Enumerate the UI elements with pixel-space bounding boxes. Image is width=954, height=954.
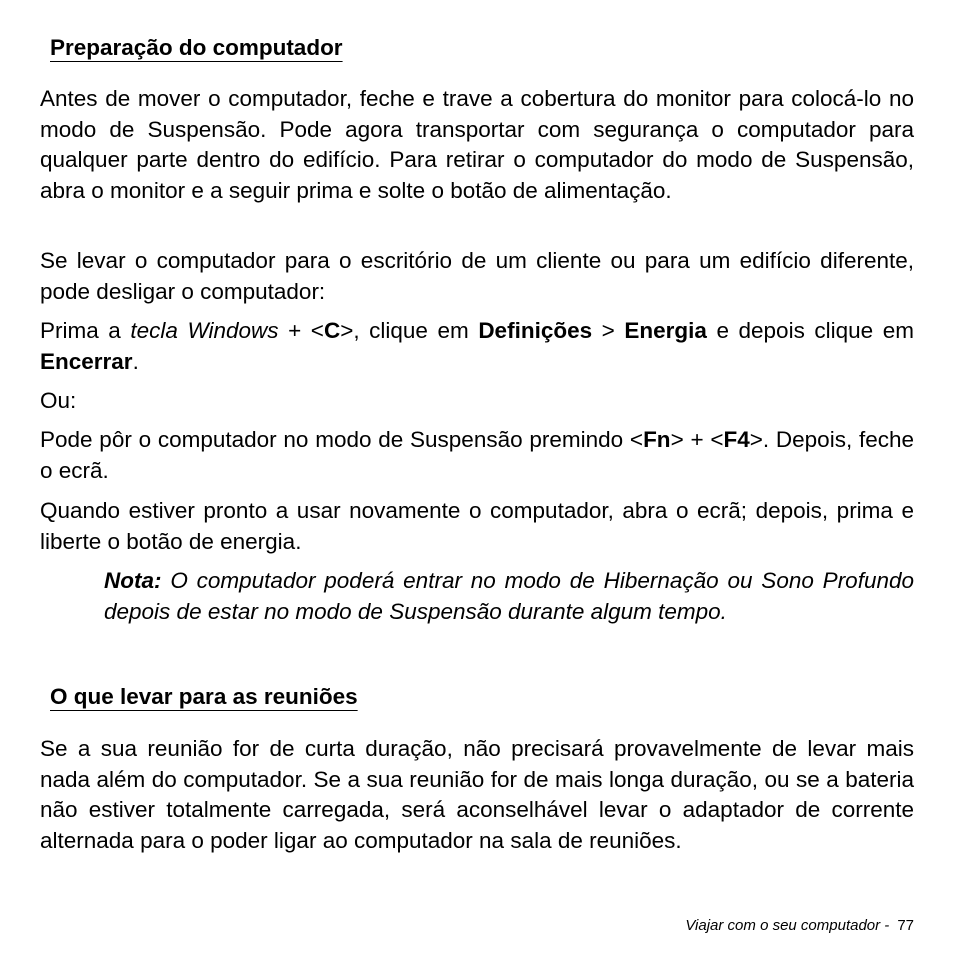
paragraph-moving-client: Se levar o computador para o escritório de um cliente ou para um edifício diferente, pode desligar o computador: (40, 248, 914, 304)
note-label: Nota: (104, 568, 162, 593)
instruction-text: > (592, 318, 625, 343)
paragraph-meetings: Se a sua reunião for de curta duração, não precisará provavelmente de levar mais nada além do computador. Se a sua reunião for de mais longa duração, ou se a bateria não estiver totalmente carregada, será aconselhável levar o adaptador de corrente alternada para o poder ligar ao computador na sala de reuniões. (40, 736, 914, 853)
shutdown-label: Encerrar (40, 348, 133, 374)
paragraph-preparation-intro: Antes de mover o computador, feche e trave a cobertura do monitor para colocá-lo no modo de Suspensão. Pode agora transportar com segurança o computador para qualquer parte dentro do edifício. Para retirar o computador do modo de Suspensão, abra o monitor e a seguir prima e solte o botão de alimentação. (40, 86, 914, 203)
c-key-label: C (323, 318, 341, 343)
page-footer (685, 917, 914, 934)
alternative-text: >. Depois, feche o ecrã. (40, 427, 914, 483)
fn-key-label: Fn (643, 427, 671, 452)
alternative-text: Pode pôr o computador no modo de Suspensão premindo < (40, 427, 644, 452)
instruction-text: . (132, 348, 139, 374)
f4-key-label: F4 (723, 427, 750, 452)
power-label: Energia (624, 318, 707, 343)
instruction-text: >, clique em (340, 318, 479, 343)
instruction-text: + < (278, 318, 324, 343)
instruction-text: e depois clique em (706, 318, 914, 343)
alternative-text: > + < (670, 427, 724, 452)
paragraph-sleep-alternative (40, 425, 914, 486)
settings-label: Definições (478, 318, 593, 343)
paragraph-shutdown-instruction (40, 316, 914, 377)
windows-key-label: tecla Windows (130, 318, 279, 343)
instruction-text: Prima a (40, 318, 131, 343)
section-heading-preparation: Preparação do computador (50, 35, 343, 60)
section-heading-meetings: O que levar para as reuniões (50, 684, 358, 709)
paragraph-resume: Quando estiver pronto a usar novamente o computador, abra o ecrã; depois, prima e liberte o botão de energia. (40, 498, 914, 554)
footer-chapter-title: Viajar com o seu computador - (685, 917, 890, 934)
note-block (104, 566, 914, 627)
page-number: 77 (897, 917, 914, 934)
note-text: O computador poderá entrar no modo de Hibernação ou Sono Profundo depois de estar no modo de Suspensão durante algum tempo. (104, 568, 914, 624)
paragraph-or: Ou: (40, 388, 77, 413)
